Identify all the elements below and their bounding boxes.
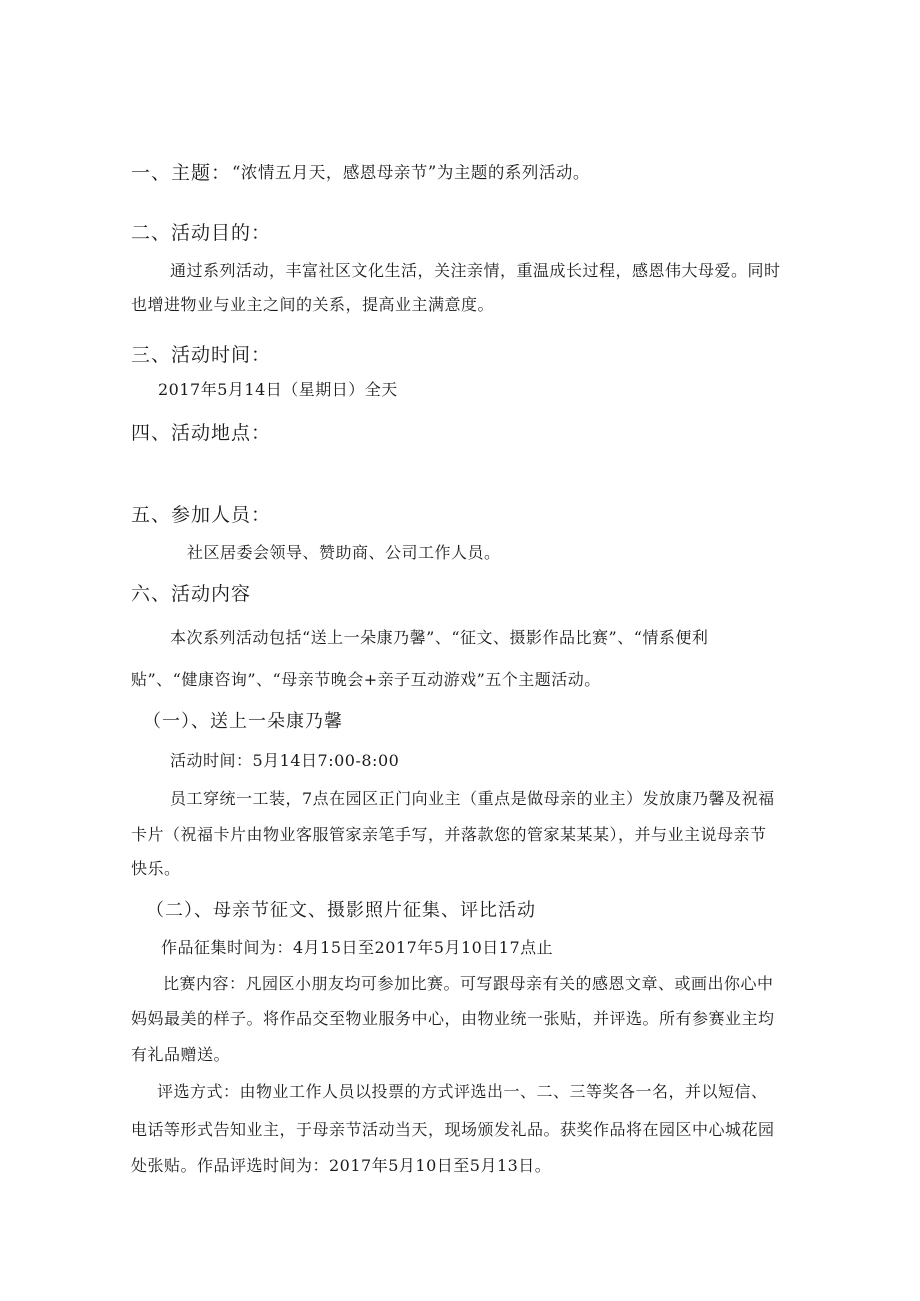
- section-3-text: 2017年5月14日（星期日）全天: [158, 380, 398, 399]
- section-4-heading: 四、活动地点：: [131, 422, 272, 444]
- subsection-1-line-2: 卡片（祝福卡片由物业客服管家亲笔手写，并落款您的管家某某某），并与业主说母亲节: [131, 825, 767, 844]
- subsection-2-contest-line-2: 妈妈最美的样子。将作品交至物业服务中心，由物业统一张贴，并评选。所有参赛业主均: [131, 1009, 775, 1028]
- subsection-1-line-1: 员工穿统一工装，7点在园区正门向业主（重点是做母亲的业主）发放康乃馨及祝福: [170, 789, 775, 808]
- section-5-heading: 五、参加人员：: [131, 504, 272, 526]
- section-6-heading: 六、活动内容: [131, 583, 252, 605]
- subsection-2-time: 作品征集时间为：4月15日至2017年5月10日17点止: [161, 938, 554, 957]
- subsection-1-heading: （一）、送上一朵康乃馨: [143, 711, 343, 732]
- subsection-2-judging-line-1: 评选方式：由物业工作人员以投票的方式评选出一、二、三等奖各一名，并以短信、: [157, 1082, 768, 1101]
- section-2-line-2: 也增进物业与业主之间的关系，提高业主满意度。: [131, 295, 495, 314]
- section-2-line-1: 通过系列活动，丰富社区文化生活，关注亲情，重温成长过程，感恩伟大母爱。同时: [170, 261, 781, 280]
- section-1-heading: 一、主题：: [131, 162, 232, 184]
- section-5-text: 社区居委会领导、赞助商、公司工作人员。: [187, 543, 501, 562]
- subsection-1-time: 活动时间：5月14日7:00-8:00: [170, 751, 400, 770]
- subsection-2-judging-line-3: 处张贴。作品评选时间为：2017年5月10日至5月13日。: [131, 1156, 552, 1175]
- section-6-intro-line-2: 贴”、“健康咨询”、“母亲节晚会+亲子互动游戏”五个主题活动。: [131, 670, 601, 689]
- subsection-1-line-3: 快乐。: [131, 859, 181, 878]
- section-1-text: “浓情五月天，感恩母亲节”为主题的系列活动。: [232, 163, 590, 182]
- subsection-2-heading: （二）、母亲节征文、摄影照片征集、评比活动: [146, 900, 536, 921]
- section-2-heading: 二、活动目的：: [131, 222, 272, 244]
- subsection-2-judging-line-2: 电话等形式告知业主，于母亲节活动当天，现场颁发礼品。获奖作品将在园区中心城花园: [131, 1120, 775, 1139]
- subsection-2-contest-line-1: 比赛内容：凡园区小朋友均可参加比赛。可写跟母亲有关的感恩文章、或画出你心中: [163, 974, 774, 993]
- section-3-heading: 三、活动时间：: [131, 344, 272, 366]
- section-6-intro-line-1: 本次系列活动包括“送上一朵康乃馨”、“征文、摄影作品比赛”、“情系便利: [170, 628, 709, 647]
- subsection-2-contest-line-3: 有礼品赠送。: [131, 1045, 231, 1064]
